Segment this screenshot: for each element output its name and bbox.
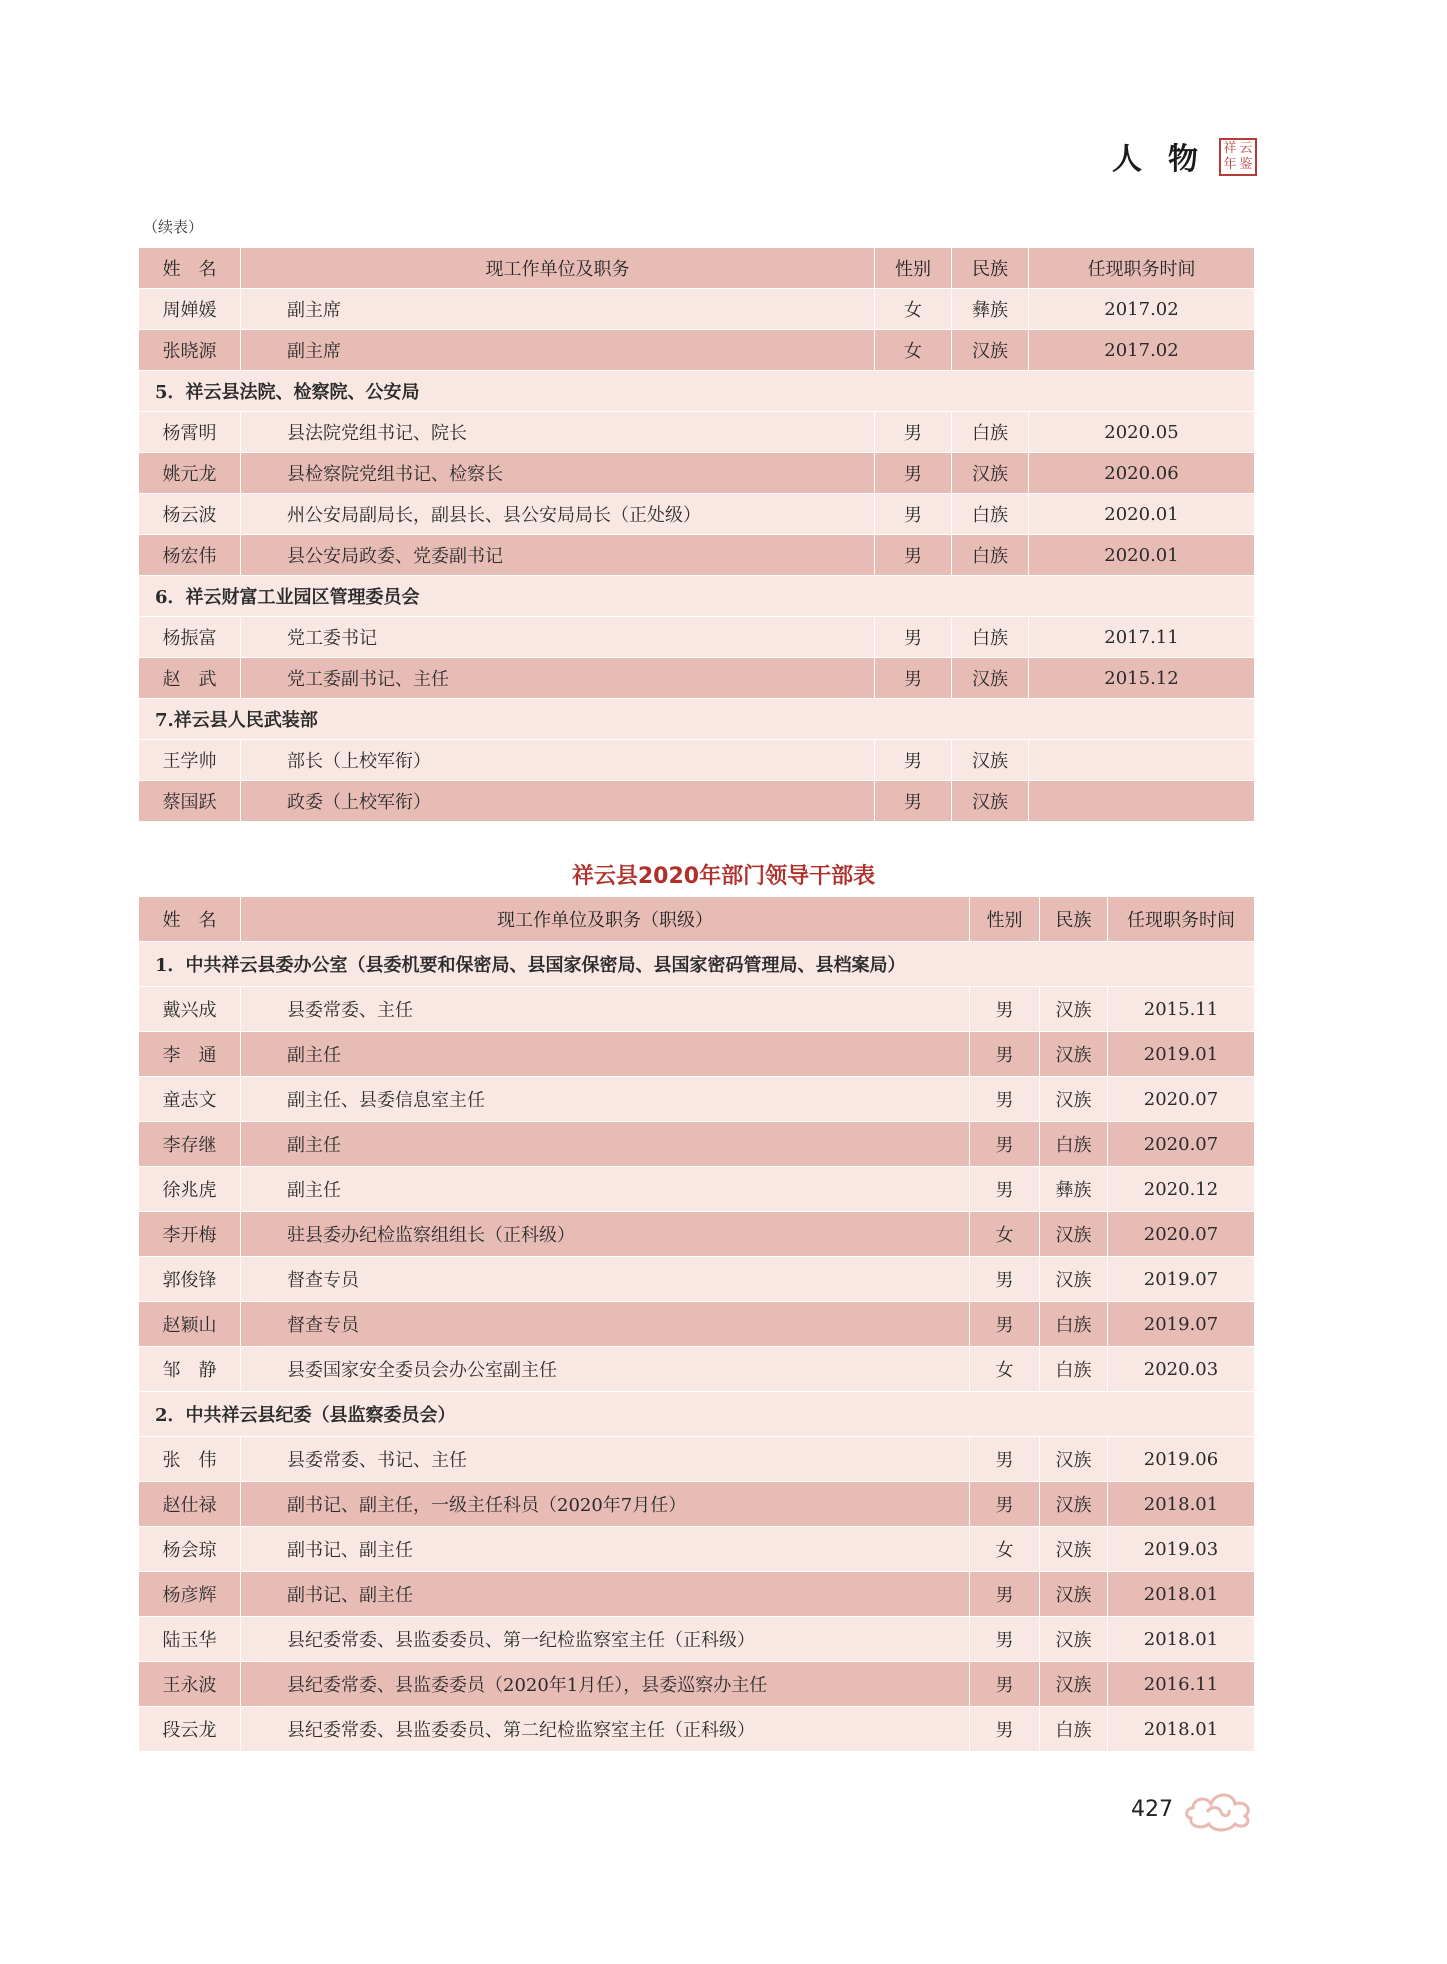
position-cell: 驻县委办纪检监察组组长（正科级） (241, 1212, 970, 1257)
name-cell: 张晓源 (139, 330, 241, 371)
continued-label: （续表） (143, 218, 204, 236)
since-cell: 2019.01 (1108, 1032, 1255, 1077)
table-row (139, 412, 1255, 453)
since-cell: 2019.07 (1108, 1257, 1255, 1302)
name-cell: 赵颖山 (139, 1302, 241, 1347)
gender-cell: 女 (970, 1347, 1040, 1392)
position-cell: 副书记、副主任，一级主任科员（2020年7月任） (241, 1482, 970, 1527)
position-cell: 副主任、县委信息室主任 (241, 1077, 970, 1122)
name-cell: 郭俊锋 (139, 1257, 241, 1302)
ethnicity-cell: 汉族 (1040, 1212, 1108, 1257)
table-row (139, 1077, 1255, 1122)
ethnicity-cell: 汉族 (1040, 1482, 1108, 1527)
name-cell: 赵 武 (139, 658, 241, 699)
gender-cell: 男 (970, 1167, 1040, 1212)
since-cell: 2018.01 (1108, 1572, 1255, 1617)
position-cell: 县纪委常委、县监委委员、第一纪检监察室主任（正科级） (241, 1617, 970, 1662)
gender-cell: 男 (875, 494, 952, 535)
name-cell: 姚元龙 (139, 453, 241, 494)
yearbook-seal-icon (1219, 138, 1257, 176)
name-cell: 周婵媛 (139, 289, 241, 330)
ethnicity-cell: 汉族 (952, 781, 1029, 822)
ethnicity-cell: 白族 (952, 535, 1029, 576)
position-cell: 副主任 (241, 1167, 970, 1212)
name-cell: 李 通 (139, 1032, 241, 1077)
since-cell: 2020.03 (1108, 1347, 1255, 1392)
section-title: 2．中共祥云县纪委（县监察委员会） (139, 1392, 1255, 1437)
ethnicity-cell: 白族 (1040, 1707, 1108, 1752)
table-row (139, 1122, 1255, 1167)
table-row (139, 617, 1255, 658)
section-row (139, 371, 1255, 412)
name-cell: 段云龙 (139, 1707, 241, 1752)
section-title: 6．祥云财富工业园区管理委员会 (139, 576, 1255, 617)
ethnicity-cell: 汉族 (952, 658, 1029, 699)
since-cell: 2015.11 (1108, 987, 1255, 1032)
ethnicity-cell: 彝族 (1040, 1167, 1108, 1212)
position-cell: 党工委书记 (241, 617, 875, 658)
since-cell: 2019.03 (1108, 1527, 1255, 1572)
gender-cell: 男 (970, 1302, 1040, 1347)
position-cell: 党工委副书记、主任 (241, 658, 875, 699)
name-cell: 邹 静 (139, 1347, 241, 1392)
gender-cell: 男 (970, 1707, 1040, 1752)
name-cell: 张 伟 (139, 1437, 241, 1482)
ethnicity-cell: 彝族 (952, 289, 1029, 330)
ethnicity-cell: 汉族 (1040, 1032, 1108, 1077)
position-cell: 县委常委、书记、主任 (241, 1437, 970, 1482)
since-cell: 2020.05 (1029, 412, 1255, 453)
position-cell: 州公安局副局长，副县长、县公安局局长（正处级） (241, 494, 875, 535)
since-cell: 2019.07 (1108, 1302, 1255, 1347)
name-cell: 陆玉华 (139, 1617, 241, 1662)
col-position-header: 现工作单位及职务 (241, 248, 875, 289)
ethnicity-cell: 汉族 (1040, 987, 1108, 1032)
position-cell: 督查专员 (241, 1302, 970, 1347)
table-row (139, 1302, 1255, 1347)
table-row (139, 781, 1255, 822)
table-row (139, 1437, 1255, 1482)
table-row (139, 330, 1255, 371)
name-cell: 杨宏伟 (139, 535, 241, 576)
table-row (139, 453, 1255, 494)
position-cell: 部长（上校军衔） (241, 740, 875, 781)
table-row (139, 1212, 1255, 1257)
col-since-header: 任现职务时间 (1108, 897, 1255, 942)
position-cell: 县委常委、主任 (241, 987, 970, 1032)
since-cell: 2018.01 (1108, 1707, 1255, 1752)
section-row (139, 576, 1255, 617)
name-cell: 徐兆虎 (139, 1167, 241, 1212)
ethnicity-cell: 白族 (1040, 1122, 1108, 1167)
seal-char: 鉴 (1239, 157, 1253, 172)
col-name-header: 姓 名 (139, 897, 241, 942)
table-header-row (139, 248, 1255, 289)
since-cell: 2017.02 (1029, 330, 1255, 371)
table-row (139, 1662, 1255, 1707)
table-row (139, 1257, 1255, 1302)
gender-cell: 男 (875, 740, 952, 781)
gender-cell: 男 (970, 1032, 1040, 1077)
position-cell: 县法院党组书记、院长 (241, 412, 875, 453)
since-cell: 2020.07 (1108, 1077, 1255, 1122)
position-cell: 县纪委常委、县监委委员、第二纪检监察室主任（正科级） (241, 1707, 970, 1752)
ethnicity-cell: 白族 (1040, 1302, 1108, 1347)
header-title: 人物 (1112, 142, 1224, 177)
gender-cell: 男 (875, 658, 952, 699)
since-cell: 2017.11 (1029, 617, 1255, 658)
since-cell: 2020.07 (1108, 1122, 1255, 1167)
since-cell: 2020.07 (1108, 1212, 1255, 1257)
ethnicity-cell: 汉族 (1040, 1527, 1108, 1572)
since-cell: 2020.06 (1029, 453, 1255, 494)
since-cell (1029, 781, 1255, 822)
ethnicity-cell: 汉族 (1040, 1662, 1108, 1707)
section-row (139, 942, 1255, 987)
table-row (139, 987, 1255, 1032)
table-row (139, 1572, 1255, 1617)
ethnicity-cell: 汉族 (1040, 1437, 1108, 1482)
position-cell: 副书记、副主任 (241, 1527, 970, 1572)
position-cell: 县纪委常委、县监委委员（2020年1月任），县委巡察办主任 (241, 1662, 970, 1707)
gender-cell: 男 (875, 535, 952, 576)
table-row (139, 1617, 1255, 1662)
since-cell: 2016.11 (1108, 1662, 1255, 1707)
table-row (139, 535, 1255, 576)
ethnicity-cell: 汉族 (1040, 1617, 1108, 1662)
since-cell: 2018.01 (1108, 1482, 1255, 1527)
gender-cell: 男 (875, 453, 952, 494)
gender-cell: 男 (970, 1482, 1040, 1527)
table-title: 祥云县2020年部门领导干部表 (571, 864, 876, 889)
position-cell: 副书记、副主任 (241, 1572, 970, 1617)
gender-cell: 男 (970, 1617, 1040, 1662)
since-cell: 2020.01 (1029, 494, 1255, 535)
gender-cell: 女 (875, 330, 952, 371)
ethnicity-cell: 白族 (952, 617, 1029, 658)
page-number: 427 (1131, 1797, 1173, 1822)
name-cell: 蔡国跃 (139, 781, 241, 822)
name-cell: 李存继 (139, 1122, 241, 1167)
name-cell: 王永波 (139, 1662, 241, 1707)
since-cell: 2015.12 (1029, 658, 1255, 699)
seal-char: 云 (1239, 141, 1253, 156)
gender-cell: 男 (875, 617, 952, 658)
ethnicity-cell: 汉族 (1040, 1572, 1108, 1617)
ethnicity-cell: 白族 (1040, 1347, 1108, 1392)
ethnicity-cell: 汉族 (952, 330, 1029, 371)
position-cell: 县公安局政委、党委副书记 (241, 535, 875, 576)
gender-cell: 男 (970, 1572, 1040, 1617)
gender-cell: 男 (875, 781, 952, 822)
ethnicity-cell: 白族 (952, 494, 1029, 535)
since-cell (1029, 740, 1255, 781)
table-row (139, 1707, 1255, 1752)
name-cell: 杨云波 (139, 494, 241, 535)
gender-cell: 男 (970, 1122, 1040, 1167)
gender-cell: 男 (970, 1077, 1040, 1122)
name-cell: 李开梅 (139, 1212, 241, 1257)
name-cell: 王学帅 (139, 740, 241, 781)
table-row (139, 1347, 1255, 1392)
col-ethnicity-header: 民族 (952, 248, 1029, 289)
ethnicity-cell: 白族 (952, 412, 1029, 453)
since-cell: 2019.06 (1108, 1437, 1255, 1482)
department-leaders-table (138, 896, 1255, 1752)
ethnicity-cell: 汉族 (952, 740, 1029, 781)
seal-char: 年 (1223, 157, 1237, 172)
name-cell: 杨会琼 (139, 1527, 241, 1572)
table-header-row (139, 897, 1255, 942)
gender-cell: 男 (875, 412, 952, 453)
position-cell: 督查专员 (241, 1257, 970, 1302)
table-row (139, 1482, 1255, 1527)
ethnicity-cell: 汉族 (1040, 1077, 1108, 1122)
col-ethnicity-header: 民族 (1040, 897, 1108, 942)
table-row (139, 494, 1255, 535)
ethnicity-cell: 汉族 (952, 453, 1029, 494)
since-cell: 2017.02 (1029, 289, 1255, 330)
gender-cell: 女 (970, 1527, 1040, 1572)
since-cell: 2020.12 (1108, 1167, 1255, 1212)
section-row (139, 1392, 1255, 1437)
position-cell: 副主席 (241, 289, 875, 330)
gender-cell: 女 (875, 289, 952, 330)
table-row (139, 1032, 1255, 1077)
name-cell: 杨彦辉 (139, 1572, 241, 1617)
continued-cadre-table (138, 247, 1255, 822)
section-title: 7.祥云县人民武装部 (139, 699, 1255, 740)
col-gender-header: 性别 (875, 248, 952, 289)
position-cell: 副主任 (241, 1032, 970, 1077)
gender-cell: 女 (970, 1212, 1040, 1257)
col-name-header: 姓 名 (139, 248, 241, 289)
col-since-header: 任现职务时间 (1029, 248, 1255, 289)
name-cell: 赵仕禄 (139, 1482, 241, 1527)
table-row (139, 658, 1255, 699)
name-cell: 杨振富 (139, 617, 241, 658)
gender-cell: 男 (970, 1662, 1040, 1707)
section-title: 5．祥云县法院、检察院、公安局 (139, 371, 1255, 412)
position-cell: 副主席 (241, 330, 875, 371)
col-position-header: 现工作单位及职务（职级） (241, 897, 970, 942)
table-row (139, 289, 1255, 330)
seal-char: 祥 (1223, 141, 1237, 156)
name-cell: 杨霄明 (139, 412, 241, 453)
gender-cell: 男 (970, 1257, 1040, 1302)
since-cell: 2020.01 (1029, 535, 1255, 576)
cloud-ornament-icon (1183, 1788, 1255, 1832)
gender-cell: 男 (970, 1437, 1040, 1482)
table-row (139, 1167, 1255, 1212)
col-gender-header: 性别 (970, 897, 1040, 942)
ethnicity-cell: 汉族 (1040, 1257, 1108, 1302)
position-cell: 政委（上校军衔） (241, 781, 875, 822)
section-row (139, 699, 1255, 740)
table-row (139, 1527, 1255, 1572)
section-title: 1．中共祥云县委办公室（县委机要和保密局、县国家保密局、县国家密码管理局、县档案局） (139, 942, 1255, 987)
position-cell: 副主任 (241, 1122, 970, 1167)
table-row (139, 740, 1255, 781)
gender-cell: 男 (970, 987, 1040, 1032)
position-cell: 县委国家安全委员会办公室副主任 (241, 1347, 970, 1392)
position-cell: 县检察院党组书记、检察长 (241, 453, 875, 494)
since-cell: 2018.01 (1108, 1617, 1255, 1662)
name-cell: 戴兴成 (139, 987, 241, 1032)
name-cell: 童志文 (139, 1077, 241, 1122)
